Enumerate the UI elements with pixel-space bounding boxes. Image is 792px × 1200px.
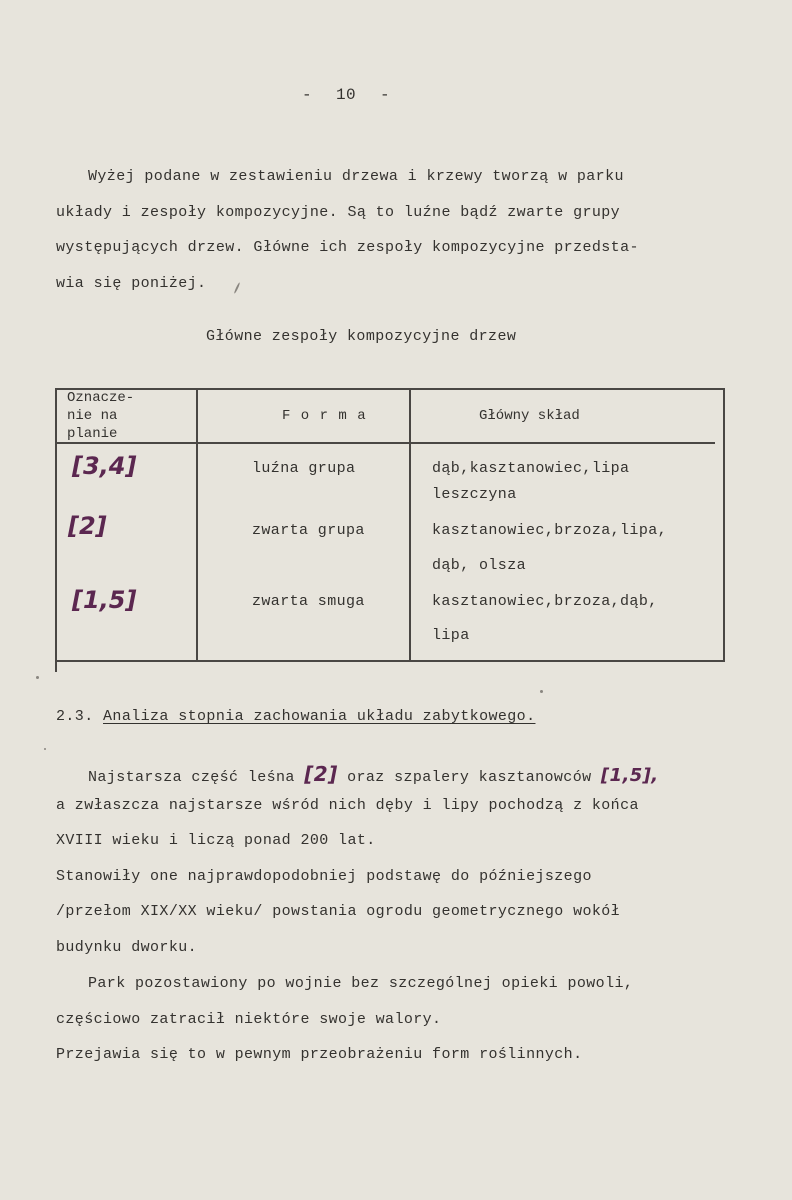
intro-line-3: występujących drzew. Główne ich zespoły kompozycyjne przedsta-	[56, 239, 639, 256]
composition-row-3-line-2: lipa	[432, 627, 470, 644]
body-line-3: XVIII wieku i liczą ponad 200 lat.	[56, 832, 376, 849]
plan-mark-row-3: [1,5]	[72, 586, 137, 614]
body-line-1-start: Najstarsza część leśna	[88, 769, 295, 786]
scan-speck	[44, 748, 46, 750]
header-mark-line-2: nie na	[67, 408, 118, 424]
scan-speck	[540, 690, 543, 693]
form-row-2: zwarta grupa	[252, 522, 365, 539]
composition-row-3-line-1: kasztanowiec,brzoza,dąb,	[432, 593, 658, 610]
header-form: F o r m a	[282, 408, 368, 424]
intro-line-4: wia się poniżej.	[56, 275, 207, 292]
table-title: Główne zespoły kompozycyjne drzew	[206, 328, 517, 345]
intro-line-2: układy i zespoły kompozycyjne. Są to luźne bądź zwarte grupy	[56, 204, 621, 221]
table-border-bottom	[55, 660, 725, 662]
scan-speck	[234, 282, 241, 294]
body-line-1	[88, 762, 659, 786]
body-line-5: /przełom XIX/XX wieku/ powstania ogrodu geometrycznego wokół	[56, 903, 621, 920]
header-mark-line-1: Oznacze-	[67, 390, 135, 406]
body-line-6: budynku dworku.	[56, 939, 198, 956]
page-number: - 10 -	[302, 86, 391, 104]
handwritten-mark-2: [2]	[304, 762, 338, 786]
table-border-top	[55, 388, 725, 390]
table-border-right	[723, 388, 725, 662]
composition-row-1-line-1: dąb,kasztanowiec,lipa	[432, 460, 630, 477]
body-line-1-middle: oraz szpalery kasztanowców	[347, 769, 592, 786]
plan-mark-row-1: [3,4]	[72, 452, 137, 480]
header-mark-line-3: planie	[67, 426, 118, 442]
body-line-8: częściowo zatracił niektóre swoje walory.	[56, 1011, 442, 1028]
handwritten-mark-1-5: [1,5],	[600, 765, 659, 786]
section-title: Analiza stopnia zachowania układu zabytkowego.	[103, 708, 536, 725]
plan-mark-row-2: [2]	[68, 512, 107, 540]
composition-row-1-line-2: leszczyna	[432, 486, 517, 503]
body-line-2: a zwłaszcza najstarsze wśród nich dęby i lipy pochodzą z końca	[56, 797, 639, 814]
table-divider-2	[409, 388, 411, 662]
form-row-3: zwarta smuga	[252, 593, 365, 610]
body-line-7: Park pozostawiony po wojnie bez szczególnej opieki powoli,	[88, 975, 634, 992]
scan-speck	[36, 676, 39, 679]
table-border-left	[55, 388, 57, 672]
table-header-separator	[55, 442, 715, 444]
form-row-1: luźna grupa	[252, 460, 356, 477]
composition-row-2-line-1: kasztanowiec,brzoza,lipa,	[432, 522, 668, 539]
body-line-9: Przejawia się to w pewnym przeobrażeniu form roślinnych.	[56, 1046, 583, 1063]
header-composition: Główny skład	[479, 408, 580, 424]
body-line-4: Stanowiły one najprawdopodobniej podstawę do późniejszego	[56, 868, 592, 885]
section-heading	[56, 708, 535, 725]
intro-line-1: Wyżej podane w zestawieniu drzewa i krzewy tworzą w parku	[88, 168, 624, 185]
section-number: 2.3.	[56, 708, 94, 725]
table-divider-1	[196, 388, 198, 662]
composition-row-2-line-2: dąb, olsza	[432, 557, 527, 574]
